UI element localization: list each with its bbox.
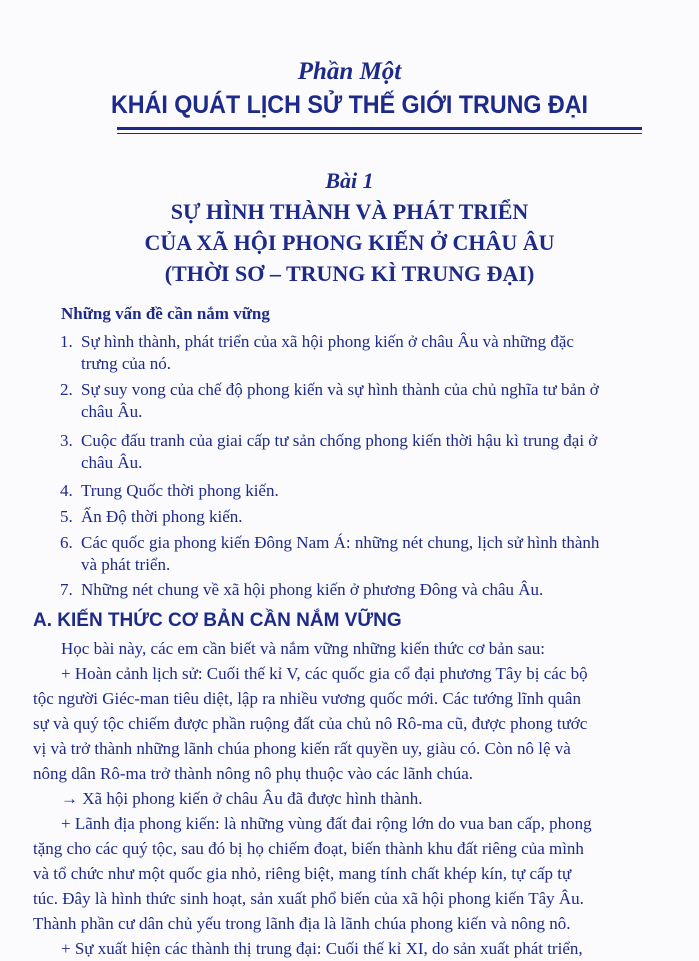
part-title: KHÁI QUÁT LỊCH SỬ THẾ GIỚI TRUNG ĐẠI [110,91,588,119]
list-item [60,480,650,502]
lesson-number: Bài 1 [325,168,374,193]
list-item-text: Các quốc gia phong kiến Đông Nam Á: những nét chung, lịch sử hình thành [81,533,600,552]
list-item-number: 2. [60,380,73,399]
body-line: → Xã hội phong kiến ở châu Âu đã được hình thành. [61,789,423,808]
title-rule-thick [117,127,642,130]
list-item [60,579,650,601]
list-item [60,331,650,375]
title-rule-thin [117,133,642,134]
list-item-text: Trung Quốc thời phong kiến. [81,481,279,500]
list-item-text: Ấn Độ thời phong kiến. [81,507,243,526]
list-item-number: 4. [60,481,73,500]
issues-heading: Những vấn đề cần nắm vững [61,304,270,323]
list-item-number: 6. [60,533,73,552]
lesson-title-line: (THỜI SƠ – TRUNG KÌ TRUNG ĐẠI) [164,261,535,286]
body-line: + Hoàn cảnh lịch sử: Cuối thế kỉ V, các quốc gia cổ đại phương Tây bị các bộ [61,664,588,683]
list-item-text: châu Âu. [81,453,143,472]
section-a-heading: A. KIẾN THỨC CƠ BẢN CẦN NẮM VỮNG [33,610,402,631]
body-line: túc. Đây là hình thức sinh hoạt, sản xuất phổ biến của xã hội phong kiến Tây Âu. [33,889,584,908]
body-line: Thành phần cư dân chủ yếu trong lãnh địa là lãnh chúa phong kiến và nông nô. [33,914,571,933]
body-line: tộc người Giéc-man tiêu diệt, lập ra nhiều vương quốc mới. Các tướng lĩnh quân [33,689,581,708]
lesson-title-line: CỦA XÃ HỘI PHONG KIẾN Ở CHÂU ÂU [144,230,555,255]
list-item-text: châu Âu. [81,402,143,421]
body-line: + Lãnh địa phong kiến: là những vùng đất đai rộng lớn do vua ban cấp, phong [61,814,592,833]
list-item-number: 5. [60,507,73,526]
list-item-text: Những nét chung về xã hội phong kiến ở phương Đông và châu Âu. [81,580,544,599]
list-item-text: Sự suy vong của chế độ phong kiến và sự hình thành của chủ nghĩa tư bản ở [81,380,599,399]
body-line: tặng cho các quý tộc, sau đó bị họ chiếm đoạt, biến thành khu đất riêng của mình [33,839,584,858]
list-item [60,379,650,423]
body-line: sự và quý tộc chiếm được phần ruộng đất của chủ nô Rô-ma cũ, được phong tước [33,714,588,733]
list-item-text: và phát triển. [81,555,171,574]
lesson-title-line: SỰ HÌNH THÀNH VÀ PHÁT TRIỂN [170,199,529,224]
list-item-text: Cuộc đấu tranh của giai cấp tư sản chống phong kiến thời hậu kì trung đại ở [81,431,598,450]
list-item-number: 1. [60,332,73,351]
body-line: Học bài này, các em cần biết và nắm vững những kiến thức cơ bản sau: [61,639,545,658]
part-label: Phần Một [297,58,402,85]
list-item [60,532,650,576]
body-line: + Sự xuất hiện các thành thị trung đại: Cuối thế kỉ XI, do sản xuất phát triển, [61,939,583,958]
body-line: nông dân Rô-ma trở thành nông nô phụ thuộc vào các lãnh chúa. [33,764,474,783]
list-item-text: trưng của nó. [81,354,171,373]
body-line: và tổ chức như một quốc gia nhỏ, riêng biệt, mang tính chất khép kín, tự cấp tự [33,864,572,883]
list-item-number: 3. [60,431,73,450]
list-item [60,506,650,528]
list-item-text: Sự hình thành, phát triển của xã hội phong kiến ở châu Âu và những đặc [81,332,574,351]
body-line: vị và trở thành những lãnh chúa phong kiến rất quyền uy, giàu có. Còn nô lệ và [33,739,571,758]
list-item [60,430,650,474]
list-item-number: 7. [60,580,73,599]
